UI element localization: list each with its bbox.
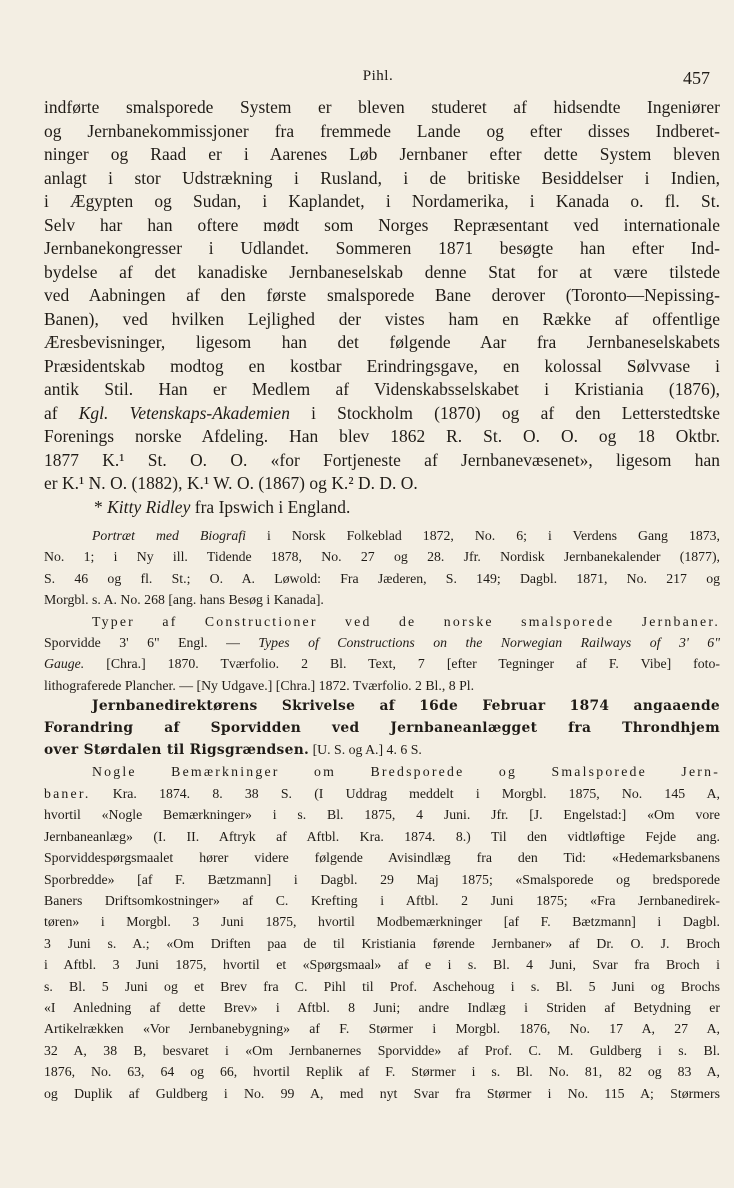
biblio-typer-title: Typer af Constructioner ved de norske smalsporede Jernbaner. [92, 613, 720, 629]
biblio-line: hvortil «Nogle Bemærkninger» i s. Bl. 1875, 4 Juni. Jfr. [J. Engelstad:] «Om vore [44, 807, 720, 823]
biblio-line [44, 632, 720, 653]
biblio-line: Baners Driftsomkostninger» af C. Krefting i Aftbl. 2 Juni 1875; «Fra Jernbanedirek- [44, 892, 720, 908]
biblio-line: Sporviddespørgsmaalet hører videre følgende Avisindlæg fra den Tid: «Hedemarksbanens [44, 850, 720, 866]
biblio-gothic-title: Jernbanedirektørens Skrivelse af 16de Februar 1874 angaaende [92, 698, 720, 715]
text-line: i Ægypten og Sudan, i Kaplandet, i Nordamerika, i Kanada o. fl. St. [44, 191, 720, 211]
biblio-line: 32 A, 38 B, besvaret i «Om Jernbanernes Sporvidde» af Prof. C. M. Guldberg i s. Bl. [44, 1042, 720, 1058]
biblio-gothic-title: over Størdalen til Rigsgrændsen. [44, 742, 310, 759]
biblio-line [44, 653, 720, 674]
text-line: Jernbanekongresser i Udlandet. Sommeren 1871 besøgte han efter Ind- [44, 238, 720, 258]
text-line: og Jernbanekommissjoner fra fremmede Lande og efter disses Indberet- [44, 120, 720, 141]
text-line: bydelse af det kanadiske Jernbaneselskab denne Stat for at være tilstede [44, 261, 720, 282]
text-line: ved Aabningen af den første smalsporede Bane derover (Toronto—Nepissing- [44, 285, 720, 305]
text-line: anlagt i stor Udstrækning i Rusland, i de britiske Besiddelser i Indien, [44, 167, 720, 188]
english-title-cont: Gauge. [44, 656, 85, 672]
text-line: ninger og Raad er i Aarenes Løb Jernbaner efter dette System bleven [44, 144, 720, 164]
text-line: 1877 K.¹ St. O. O. «for Fortjeneste af Jernbanevæsenet», ligesom han [44, 449, 720, 470]
biblio-line: lithograferede Plancher. — [Ny Udgave.] [Chra.] 1872. Tværfolio. 2 Bl., 8 Pl. [44, 677, 475, 693]
running-title: Pihl. [362, 68, 394, 84]
spouse-line [44, 496, 720, 520]
biblio-line: No. 1; i Ny ill. Tidende 1878, No. 27 og 28. Jfr. Nordisk Jernbanekalender (1877), [44, 549, 720, 565]
biblio-line: s. Bl. 5 Juni og et Brev fra C. Pihl til Prof. Aschehoug i s. Bl. 5 Juni og Brochs [44, 978, 720, 994]
biblio-line: Sporbredde» [af F. Bætzmann] i Dagbl. 29 Maj 1875; «Smalsporede og bredsporede [44, 871, 720, 887]
text-fragment: i Stockholm (1870) og af den Letterstedtske [289, 402, 720, 423]
biblio-line: S. 46 og fl. St.; O. A. Løwold: Fra Jæderen, S. 149; Dagbl. 1871, No. 217 og [44, 570, 720, 586]
text-line: Selv har han oftere mødt som Norges Repræsentant ved internationale [44, 214, 720, 235]
text-line: Forenings norske Afdeling. Han blev 1862 R. St. O. O. og 18 Oktbr. [44, 426, 720, 446]
text-fragment: Kra. 1874. 8. 38 S. (I Uddrag meddelt i Morgbl. 1875, No. 145 A, [90, 785, 720, 801]
text-fragment: [Chra.] 1870. Tværfolio. 2 Bl. Text, 7 [efter Tegninger af F. Vibe] foto- [84, 656, 720, 672]
biblio-line: i Aftbl. 3 Juni 1875, hvortil et «Spørgsmaal» af e i s. Bl. 4 Juni, Svar fra Broch i [44, 957, 720, 973]
text-line: Præsidentskab modtog en kostbar Erindringsgave, en kolossal Sølvvase i [44, 355, 720, 376]
academy-name: Kgl. Vetenskaps-Akademien [78, 402, 290, 423]
text-line-academy [44, 402, 720, 426]
text-line: Æresbevisninger, ligesom han det følgende Aar fra Jernbaneselskabets [44, 332, 720, 352]
biblio-line: 3 Juni s. A.; «Om Driften paa de til Kristiania førende Jernbaner» af Dr. O. J. Broch [44, 935, 720, 951]
biblio-line: og Duplik af Guldberg i No. 99 A, med nyt Svar fra Størmer i No. 115 A; Størmers [44, 1085, 720, 1101]
biblio-line: Jernbaneanlæg» (I. II. Aftryk af Aftbl. Kra. 1874. 8.) Til den vidtløftige Fejde ang. [44, 828, 720, 844]
spouse-name: Kitty Ridley [107, 496, 191, 517]
biblio-line [44, 783, 720, 804]
text-fragment: Sporvidde 3' 6" Engl. — [44, 635, 259, 651]
main-paragraph [44, 96, 720, 519]
text-line: er K.¹ N. O. (1882), K.¹ W. O. (1867) og K.² D. D. O. [44, 473, 418, 493]
biblio-line: Morgbl. s. A. No. 268 [ang. hans Besøg i Kanada]. [44, 592, 324, 608]
text-line: indførte smalsporede System er bleven studeret af hidsendte Ingeniører [44, 97, 720, 117]
text-fragment: af [44, 402, 79, 423]
biblio-line: Artikelrækken «Vor Jernbanebygning» af F. Størmer i Morgbl. 1876, No. 17 A, 27 A, [44, 1021, 720, 1037]
text-fragment: i Norsk Folkeblad 1872, No. 6; i Verdens Gang 1873, [245, 528, 720, 543]
biblio-line [44, 739, 720, 761]
text-fragment: [U. S. og A.] 4. 6 S. [309, 742, 422, 758]
bibliography [44, 525, 720, 1104]
biblio-portraet [44, 525, 720, 546]
english-title: Types of Constructions on the Norwegian Railways of 3' 6" [258, 635, 720, 651]
text-line: antik Stil. Han er Medlem af Videnskabsselskabet i Kristiania (1876), [44, 379, 720, 399]
biblio-nogle-title: Nogle Bemærkninger om Bredsporede og Smalsporede Jern- [92, 764, 720, 780]
biblio-line: tøren» i Morgbl. 3 Juni 1875, hvortil Modbemærkninger [af F. Bætzmann] i Dagbl. [44, 914, 720, 930]
biblio-line: «I Anledning af dette Brev» i Aftbl. 8 Juni; andre Indlæg i Striden af Betydning er [44, 999, 720, 1015]
biblio-heading: Portræt med Biografi [92, 528, 246, 543]
biblio-gothic-title: Forandring af Sporvidden ved Jernbaneanlægget fra Throndhjem [44, 719, 720, 736]
biblio-nogle-title-cont: baner. [44, 785, 91, 801]
page-number: 457 [683, 68, 710, 88]
page-header [46, 68, 710, 92]
biblio-line: 1876, No. 63, 64 og 66, hvortil Replik af F. Størmer i s. Bl. No. 81, 82 og 83 A, [44, 1064, 720, 1080]
text-line: Banen), ved hvilken Lejlighed der vistes ham en Række af offentlige [44, 308, 720, 329]
text-fragment: fra Ipswich i England. [190, 496, 351, 517]
birth-star: * [94, 496, 103, 517]
